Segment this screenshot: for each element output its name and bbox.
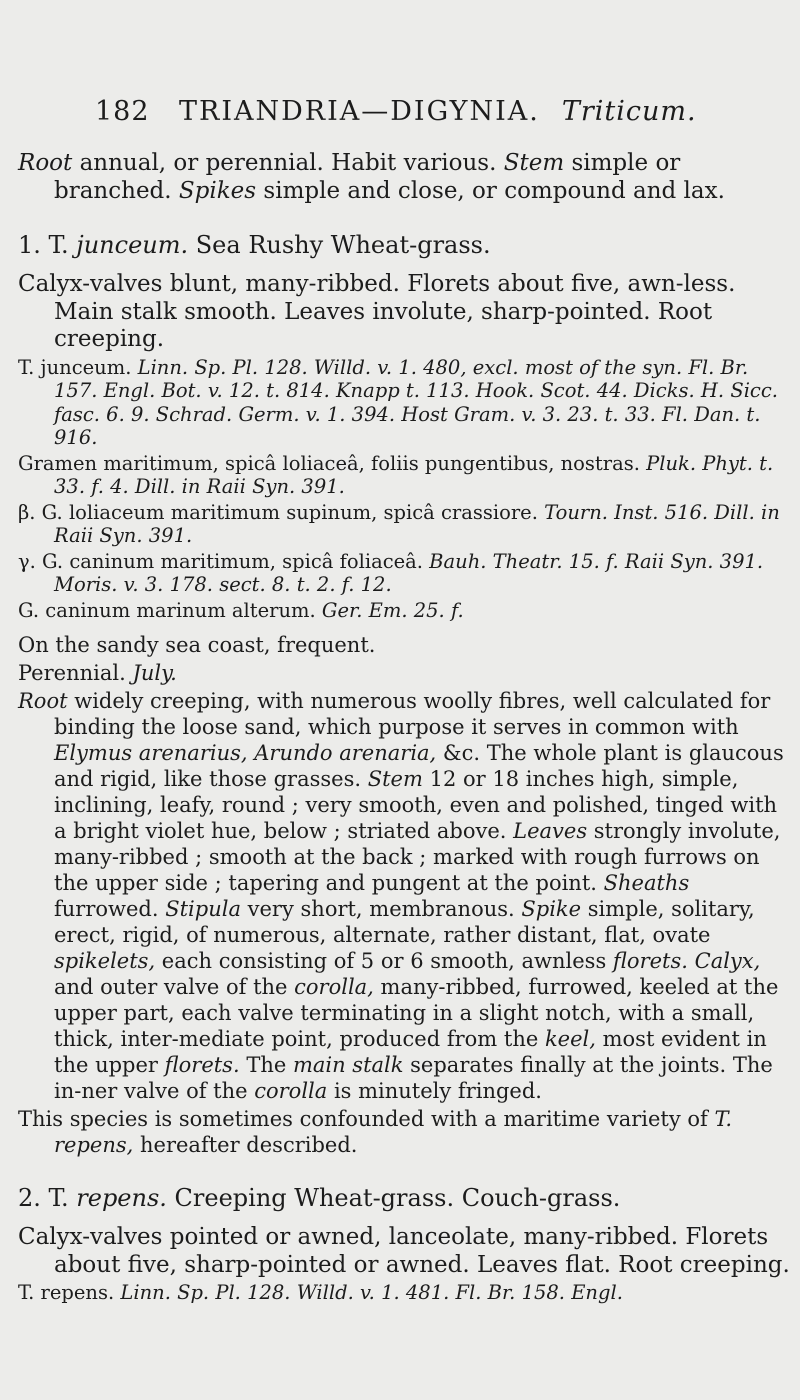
synonym-entry [18,599,790,623]
synonym-citation: Pluk. Phyt. t. 33. f. 4. Dill. in Raii Syn. 391. [54,451,774,498]
desc-text: many-ribbed, furrowed, keeled at the upper part, each valve terminating in a slight notch, with a small, thick, inter-mediate point, produced from the [54,975,779,1051]
synonym-entry [18,356,790,450]
species-heading [18,229,790,261]
desc-term: main stalk [292,1053,404,1077]
species-common-name: Sea Rushy Wheat-grass. [188,231,491,259]
synonym-citation: Linn. Sp. Pl. 128. Willd. v. 1. 481. Fl. Br. 158. Engl. [114,1281,623,1304]
desc-text: widely creeping, with numerous woolly fibres, well calculated for binding the loose sand, which purpose it serves in common with [54,689,771,739]
synonym-name: Gramen maritimum, spicâ loliaceâ, foliis pungentibus, nostras. [18,451,640,475]
desc-term: florets. [612,949,688,973]
desc-text: is minutely fringed. [327,1079,542,1103]
species-description [18,688,790,1104]
intro-text: annual, or perennial. Habit various. [72,150,504,176]
duration-text: Perennial. [18,661,133,685]
desc-term: Sheaths [603,871,690,895]
desc-text [688,949,695,973]
habitat: On the sandy sea coast, frequent. [18,633,376,657]
desc-text: most evident in the upper [54,1027,767,1077]
desc-text: and outer valve of the [54,975,295,999]
desc-term: Elymus arenarius, Arundo arenaria, [54,741,437,765]
synonym-citation: Tourn. Inst. 516. Dill. in Raii Syn. 391. [54,500,780,547]
synonym-name: G. caninum marinum alterum. [18,598,316,622]
species-epithet: repens. [76,1184,167,1212]
desc-term: Spike [521,897,582,921]
desc-term: Leaves [513,819,588,843]
note-text: This species is sometimes confounded with a maritime variety of [18,1107,715,1131]
species-note [18,1106,790,1158]
desc-term: Calyx, [694,949,761,973]
desc-term: florets. [164,1053,240,1077]
page-number: 182 [95,96,150,127]
species-diagnosis: Calyx-valves pointed or awned, lanceolate, many-ribbed. Florets about five, sharp-pointed or awned. Leaves flat. Root creeping. [18,1224,790,1278]
synonym-name: β. G. loliaceum maritimum supinum, spicâ crassiore. [18,500,538,524]
note-term: T. repens, [54,1107,733,1157]
desc-term: Stipula [165,897,241,921]
species-common-name: Creeping Wheat-grass. Couch-grass. [166,1184,621,1212]
species-epithet: junceum. [76,231,189,259]
intro-text: simple and close, or compound and lax. [256,177,725,204]
desc-term: keel, [544,1027,596,1051]
desc-text: strongly involute, many-ribbed ; smooth at the back ; marked with rough furrows on the upper side ; tapering and pungent at the point. [54,819,781,895]
synonym-entry [18,501,790,548]
desc-text: &c. The whole plant is glaucous and rigid, like those grasses. [54,741,784,791]
desc-text: simple, solitary, erect, rigid, of numerous, alternate, rather distant, flat, ovate [54,897,755,947]
page-header [95,96,775,127]
desc-text: separates finally at the joints. The in-ner valve of the [54,1053,773,1103]
synonym-citation: Linn. Sp. Pl. 128. Willd. v. 1. 480, excl. most of the syn. Fl. Br. 157. Engl. Bot. v. 12. t. 814. Knapp t. 113. Hook. Scot. 44. Dicks. H. Sicc. fasc. 6. 9. Schrad. Germ. v. 1. 394. Host Gram. v. 3. 23. t. 33. Fl. Dan. t. 916. [54,355,778,449]
desc-text: 12 or 18 inches high, simple, inclining, leafy, round ; very smooth, even and polished, tinged with a bright violet hue, below ; striated above. [54,767,778,843]
desc-text: furrowed. [54,897,166,921]
synonym-name: T. repens. [18,1281,115,1304]
synonym-entry [18,550,790,597]
synonym-name: T. junceum. [18,355,132,379]
page-body [18,150,790,1307]
synonym-entry [18,452,790,499]
desc-term: corolla [254,1079,328,1103]
desc-term: spikelets, [54,949,156,973]
running-title: TRIANDRIA—DIGYNIA. [179,96,540,127]
species-number: 1. T. [18,231,77,259]
synonym-name: γ. G. caninum maritimum, spicâ foliaceâ. [18,549,423,573]
desc-text: very short, membranous. [240,897,522,921]
intro-text: simple or branched. [54,150,681,204]
species-heading [18,1182,790,1214]
intro-term-stem: Stem [503,150,565,176]
species-diagnosis: Calyx-valves blunt, many-ribbed. Florets about five, awn-less. Main stalk smooth. Leaves involute, sharp-pointed. Root creeping. [18,271,736,352]
desc-text: each consisting of 5 or 6 smooth, awnless [155,949,613,973]
desc-text: The [239,1053,293,1077]
desc-term: Root [18,689,68,713]
synonym-citation: Bauh. Theatr. 15. f. Raii Syn. 391. Moris. v. 3. 178. sect. 8. t. 2. f. 12. [54,549,764,596]
flowering-month: July. [132,661,177,685]
intro-term-spikes: Spikes [178,177,257,204]
note-text: hereafter described. [133,1133,358,1157]
species-number: 2. T. [18,1184,77,1212]
synonym-citation: Ger. Em. 25. f. [315,598,464,622]
intro-term-root: Root [18,150,73,176]
genus-intro [18,150,790,205]
synonym-entry [18,1281,790,1305]
duration [18,660,790,686]
desc-term: Stem [367,767,423,791]
desc-term: corolla, [294,975,374,999]
genus-name: Triticum. [561,96,697,127]
